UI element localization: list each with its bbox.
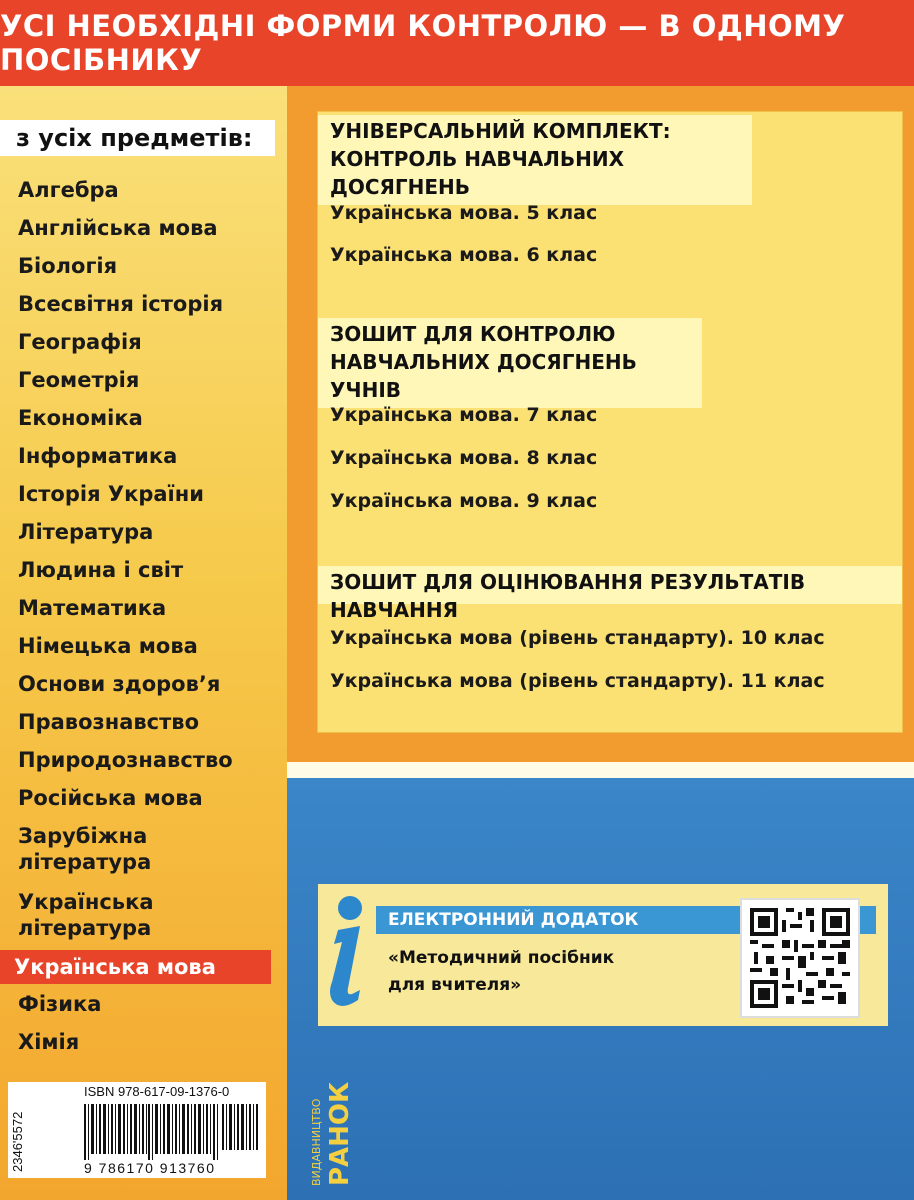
subject-item: Хімія — [18, 1030, 80, 1054]
white-strip — [287, 762, 914, 778]
subject-item: Основи здоров’я — [18, 672, 221, 696]
section-title-line: УНІВЕРСАЛЬНИЙ КОМПЛЕКТ: — [330, 119, 671, 143]
subject-item-line1: Зарубіжна — [18, 824, 148, 848]
section-title-line: НАВЧАЛЬНИХ ДОСЯГНЕНЬ УЧНІВ — [330, 350, 637, 402]
supplement-text-line1: «Методичний посібник — [388, 948, 615, 968]
top-banner — [0, 0, 914, 86]
subject-item: Природознавство — [18, 748, 233, 772]
subject-item: Математика — [18, 596, 167, 620]
product-item: Українська мова (рівень стандарту). 10 клас — [330, 627, 825, 649]
product-item: Українська мова (рівень стандарту). 11 клас — [330, 670, 825, 692]
subject-item: Всесвітня історія — [18, 292, 224, 316]
section-title — [318, 115, 752, 205]
subject-item: Фізика — [18, 992, 102, 1016]
subject-item: Історія України — [18, 482, 204, 506]
subject-item: Алгебра — [18, 178, 119, 202]
product-item: Українська мова. 6 клас — [330, 244, 598, 266]
subject-item: Біологія — [18, 254, 118, 278]
publisher-logo — [300, 1070, 360, 1190]
section-title-line: ЗОШИТ ДЛЯ КОНТРОЛЮ — [330, 322, 616, 346]
qr-code-pattern — [750, 908, 850, 1008]
info-i-icon — [320, 892, 372, 1012]
subject-item: Географія — [18, 330, 142, 354]
subject-item-active: Українська мова — [0, 950, 271, 984]
product-item: Українська мова. 5 клас — [330, 202, 598, 224]
svg-text:2346'5572: 2346'5572 — [10, 1111, 25, 1172]
section-title — [318, 566, 902, 622]
qr-code[interactable] — [740, 898, 860, 1018]
subject-item: Російська мова — [18, 786, 203, 810]
subject-item: Людина і світ — [18, 558, 184, 582]
subject-item: Інформатика — [18, 444, 178, 468]
subject-item: Економіка — [18, 406, 143, 430]
side-code-label — [8, 1090, 28, 1174]
subject-item: Англійська мова — [18, 216, 218, 240]
subject-item: Література — [18, 520, 154, 544]
barcode-number: 9 786170 913760 — [84, 1160, 216, 1176]
subject-item: Німецька мова — [18, 634, 198, 658]
subject-item: Геометрія — [18, 368, 140, 392]
supplement-label: ЕЛЕКТРОННИЙ ДОДАТОК — [388, 910, 639, 930]
product-item: Українська мова. 8 клас — [330, 447, 598, 469]
section-title — [318, 318, 702, 408]
subject-item-line2: література — [18, 850, 152, 874]
banner-title: УСІ НЕОБХІДНІ ФОРМИ КОНТРОЛЮ — В ОДНОМУ ПОСІБНИКУ — [0, 9, 846, 77]
product-item: Українська мова. 9 клас — [330, 490, 598, 512]
svg-text:РАНОК: РАНОК — [325, 1081, 355, 1186]
subject-item-line2: література — [18, 916, 152, 940]
subjects-header-label: з усіх предметів: — [16, 124, 253, 152]
svg-text:ВИДАВНИЦТВО: ВИДАВНИЦТВО — [310, 1098, 323, 1186]
subject-item-line1: Українська — [18, 890, 154, 914]
section-title-line: КОНТРОЛЬ НАВЧАЛЬНИХ ДОСЯГНЕНЬ — [330, 147, 625, 199]
subject-item: Правознавство — [18, 710, 200, 734]
subjects-header — [0, 120, 275, 156]
supplement-text-line2: для вчителя» — [388, 975, 522, 995]
product-item: Українська мова. 7 клас — [330, 404, 598, 426]
section-title-line: ЗОШИТ ДЛЯ ОЦІНЮВАННЯ РЕЗУЛЬТАТІВ НАВЧАННЯ — [330, 570, 806, 622]
isbn-label: ISBN 978-617-09-1376-0 — [84, 1084, 230, 1099]
